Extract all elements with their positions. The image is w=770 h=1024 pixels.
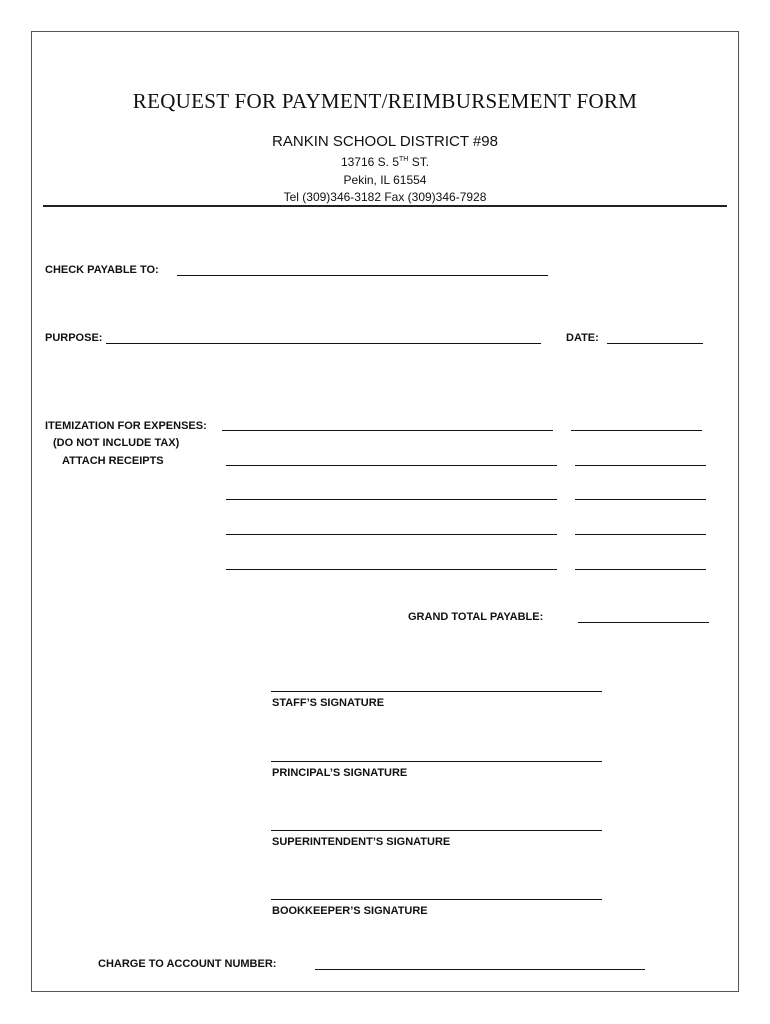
expense-amount-field[interactable] [571,430,702,431]
expense-description-field[interactable] [226,569,557,570]
itemization-note-receipts: ATTACH RECEIPTS [62,455,164,467]
district-name: RANKIN SCHOOL DISTRICT #98 [272,133,498,150]
expense-amount-field[interactable] [575,465,706,466]
district-contact: Tel (309)346-3182 Fax (309)346-7928 [283,190,487,204]
district-city: Pekin, IL 61554 [343,173,427,187]
bookkeeper-signature-line[interactable] [271,899,602,900]
principal-signature-line[interactable] [271,761,602,762]
staff-signature-label: STAFF’S SIGNATURE [272,697,385,709]
staff-signature-line[interactable] [271,691,602,692]
principal-signature-label: PRINCIPAL’S SIGNATURE [272,767,408,779]
itemization-note-tax: (DO NOT INCLUDE TAX) [53,437,180,449]
expense-amount-field[interactable] [575,534,706,535]
check-payable-field[interactable] [177,275,548,276]
account-number-field[interactable] [315,969,645,970]
bookkeeper-signature-label: BOOKKEEPER’S SIGNATURE [272,905,428,917]
expense-description-field[interactable] [226,499,557,500]
expense-description-field[interactable] [226,534,557,535]
superintendent-signature-line[interactable] [271,830,602,831]
date-field[interactable] [607,343,703,344]
header-divider [43,205,727,207]
account-number-label: CHARGE TO ACCOUNT NUMBER: [98,958,277,970]
date-label: DATE: [566,332,599,344]
itemization-label: ITEMIZATION FOR EXPENSES: [45,420,207,432]
district-street-address: 13716 S. 5TH ST. [340,155,430,169]
grand-total-label: GRAND TOTAL PAYABLE: [408,611,544,623]
purpose-label: PURPOSE: [45,332,103,344]
expense-description-field[interactable] [226,465,557,466]
purpose-field[interactable] [106,343,541,344]
check-payable-label: CHECK PAYABLE TO: [45,264,159,276]
expense-amount-field[interactable] [575,499,706,500]
superintendent-signature-label: SUPERINTENDENT’S SIGNATURE [272,836,451,848]
grand-total-field[interactable] [578,622,709,623]
form-title: REQUEST FOR PAYMENT/REIMBURSEMENT FORM [132,89,638,113]
expense-amount-field[interactable] [575,569,706,570]
expense-description-field[interactable] [222,430,553,431]
